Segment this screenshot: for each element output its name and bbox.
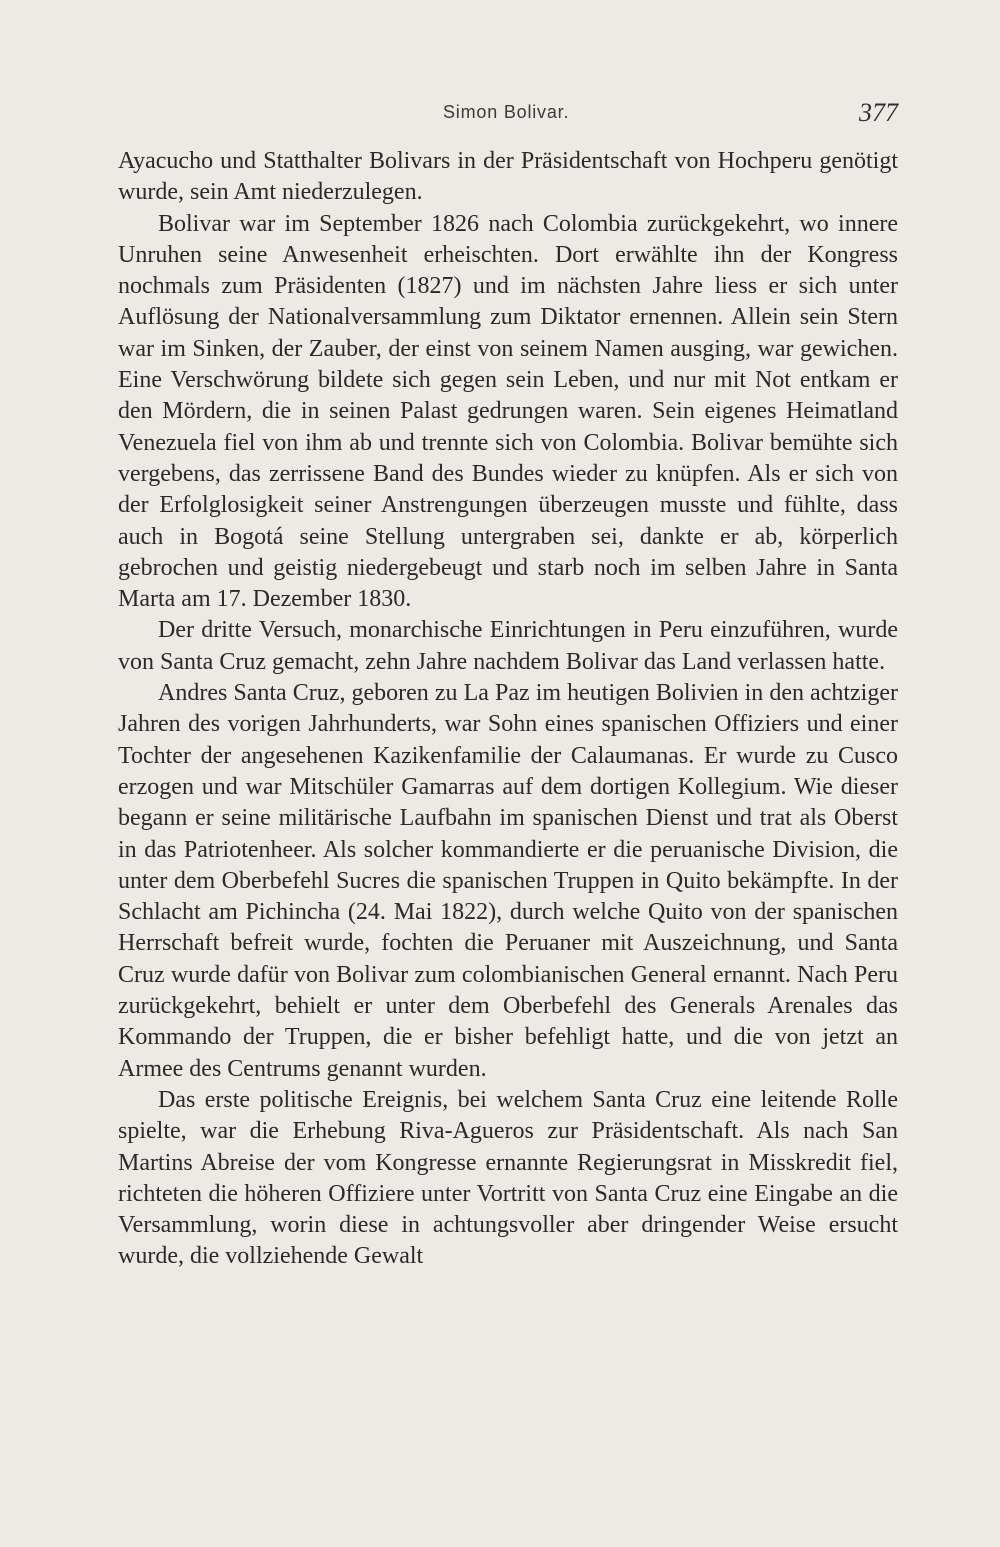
paragraph-continuation: Ayacucho und Statthalter Bolivars in der Präsidentschaft von Hochperu genötigt wurde, sein Amt niederzulegen. [118,148,898,206]
running-head [118,98,898,132]
running-title: Simon Bolivar. [443,102,570,122]
paragraph-bolivar-return: Bolivar war im September 1826 nach Colombia zurückgekehrt, wo innere Unruhen seine Anwesenheit erheischten. Dort erwählte ihn der Kongress nochmals zum Präsidenten (1827) und im nächsten Jahre liess er sich unter Auflösung der Nationalversammlung zum Diktator ernennen. Allein sein Stern war im Sinken, der Zauber, der einst von seinem Namen ausging, war gewichen. Eine Verschwörung bildete sich gegen sein Leben, und nur mit Not entkam er den Mördern, die in seinen Palast gedrungen waren. Sein eigenes Heimatland Venezuela fiel von ihm ab und trennte sich von Colombia. Bolivar bemühte sich vergebens, das zerrissene Band des Bundes wieder zu knüpfen. Als er sich von der Erfolglosigkeit seiner Anstrengungen überzeugen musste und fühlte, dass auch in Bogotá seine Stellung untergraben sei, dankte er ab, körperlich gebrochen und geistig niedergebeugt und starb noch im selben Jahre in Santa Marta am 17. Dezember 1830. [118,210,898,613]
paragraph-andres-santa-cruz: Andres Santa Cruz, geboren zu La Paz im heutigen Bolivien in den achtziger Jahren des vorigen Jahrhunderts, war Sohn eines spanischen Offiziers und einer Tochter der angesehenen Kazikenfamilie der Calaumanas. Er wurde zu Cusco erzogen und war Mitschüler Gamarras auf dem dortigen Kollegium. Wie dieser begann er seine militärische Laufbahn im spanischen Dienst und trat als Oberst in das Patriotenheer. Als solcher kommandierte er die peruanische Division, die unter dem Oberbefehl Sucres die spanischen Truppen in Quito bekämpfte. In der Schlacht am Pichincha (24. Mai 1822), durch welche Quito von der spanischen Herrschaft befreit wurde, fochten die Peruaner mit Auszeichnung, und Santa Cruz wurde dafür von Bolivar zum colombianischen General ernannt. Nach Peru zurückgekehrt, behielt er unter dem Oberbefehl des Generals Arenales das Kommando der Truppen, die er bisher befehligt hatte, und die von jetzt an Armee des Centrums genannt wurden. [118,680,898,1082]
paragraph-first-political-event: Das erste politische Ereignis, bei welchem Santa Cruz eine leitende Rolle spielte, war die Erhebung Riva-Agueros zur Präsidentschaft. Als nach San Martins Abreise der vom Kongresse ernannte Regierungsrat in Misskredit fiel, richteten die höheren Offiziere unter Vortritt von Santa Cruz eine Eingabe an die Versammlung, worin diese in achtungsvoller aber dringender Weise ersucht wurde, die vollziehende Gewalt [118,1086,898,1270]
page-number: 377 [859,98,898,127]
paragraph-third-attempt: Der dritte Versuch, monarchische Einrichtungen in Peru einzuführen, wurde von Santa Cruz gemacht, zehn Jahre nachdem Bolivar das Land verlassen hatte. [118,617,898,675]
body-text [118,146,898,1273]
